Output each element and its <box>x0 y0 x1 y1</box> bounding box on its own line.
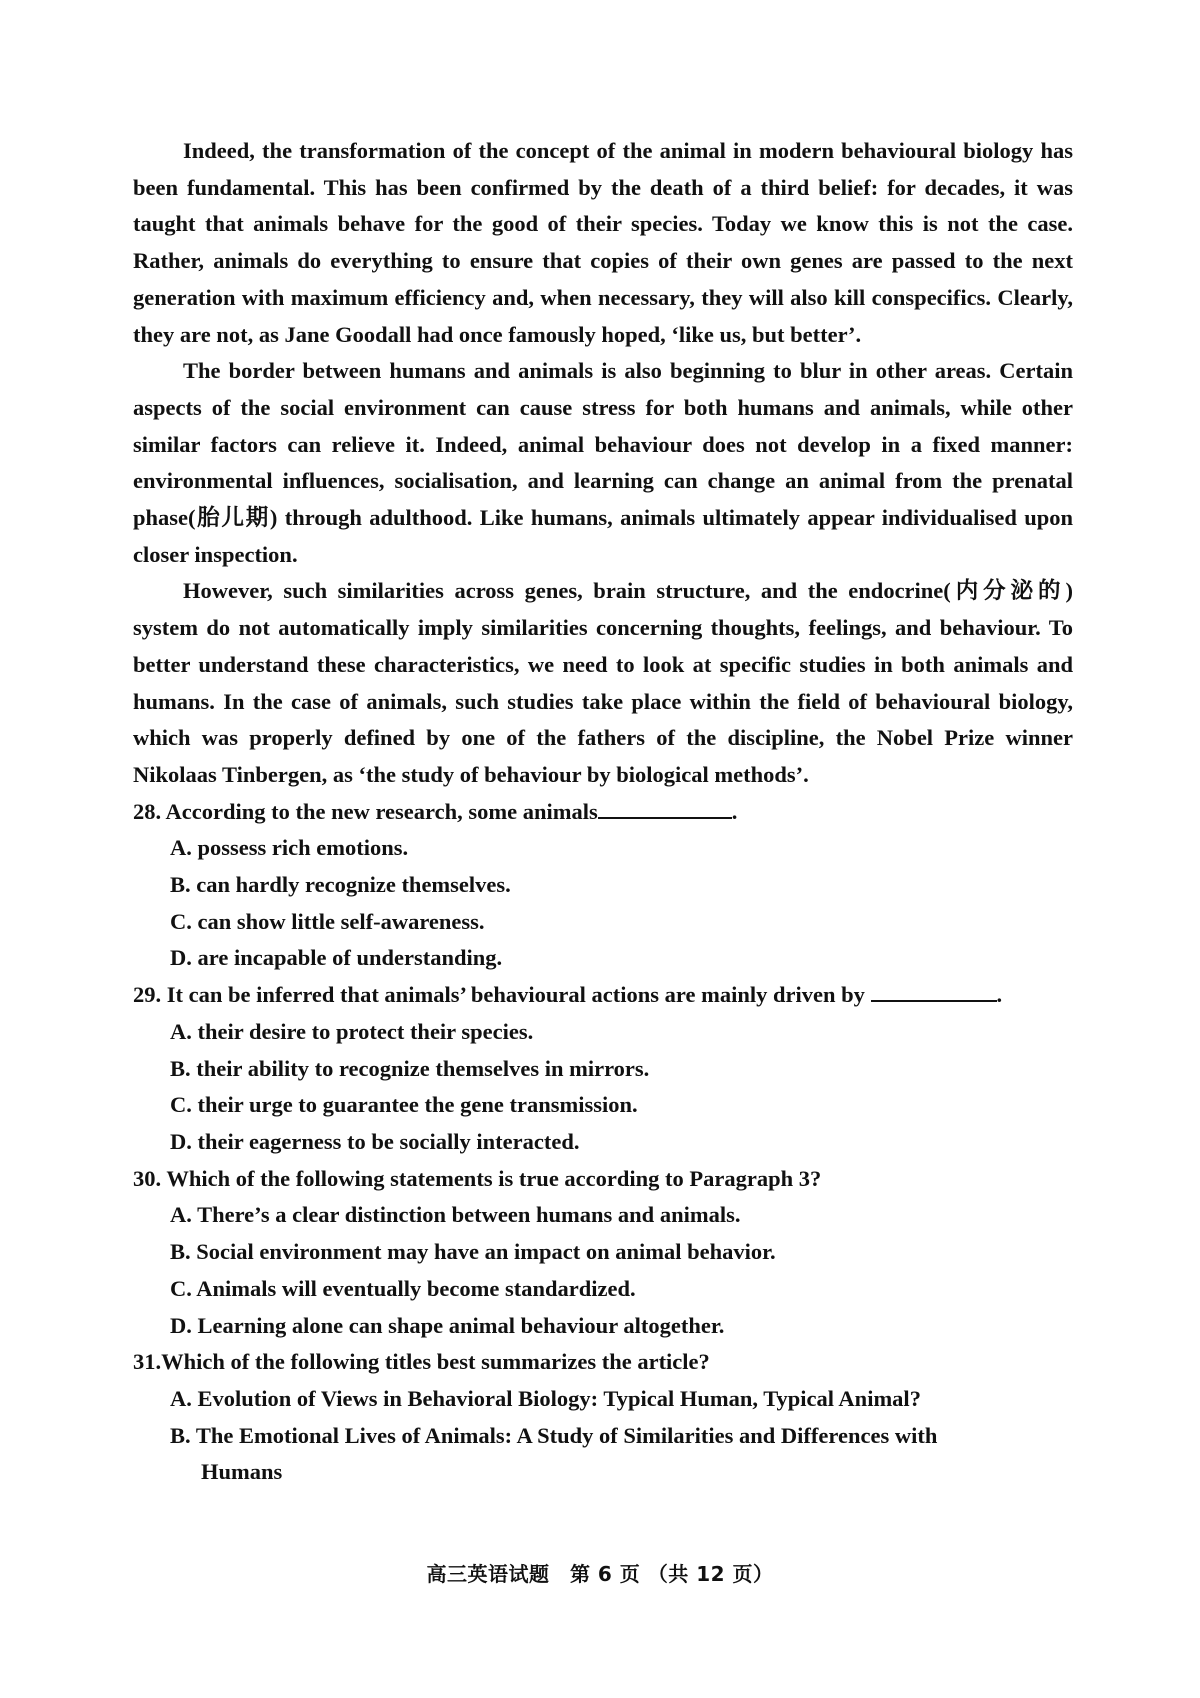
question-31 <box>133 1344 1073 1491</box>
option-a: A. their desire to protect their species. <box>170 1018 534 1044</box>
passage-paragraph: The border between humans and animals is also beginning to blur in other areas. Certain aspects of the social environment can cause stress for both humans and animals, while other similar factors can relieve it. Indeed, animal behaviour does not develop in a fixed manner: environmental influences, socialisation, and learning can change an animal from the prenatal phase(胎儿期) through adulthood. Like humans, animals ultimately appear individualised upon closer inspection. <box>133 358 1073 567</box>
option-list <box>133 1381 1073 1491</box>
question-stem: 28. According to the new research, some animals . <box>133 798 738 824</box>
option-c: C. Animals will eventually become standardized. <box>170 1275 636 1301</box>
option-c: C. their urge to guarantee the gene transmission. <box>170 1092 638 1118</box>
option-list <box>133 1014 1073 1161</box>
answer-blank <box>871 980 997 1002</box>
option-b: B. can hardly recognize themselves. <box>170 872 511 898</box>
option-a: A. There’s a clear distinction between humans and animals. <box>170 1202 741 1228</box>
option-b: B. Social environment may have an impact on animal behavior. <box>170 1239 776 1265</box>
option-list <box>133 1197 1073 1344</box>
option-d: D. Learning alone can shape animal behaviour altogether. <box>170 1312 725 1338</box>
question-28 <box>133 794 1073 978</box>
question-29 <box>133 977 1073 1161</box>
option-b-continuation: Humans <box>201 1459 283 1485</box>
question-stem: 31.Which of the following titles best summarizes the article? <box>133 1349 710 1375</box>
option-d: D. are incapable of understanding. <box>170 945 503 971</box>
option-a: A. Evolution of Views in Behavioral Biology: Typical Human, Typical Animal? <box>170 1385 921 1411</box>
option-b: B. their ability to recognize themselves in mirrors. <box>170 1055 650 1081</box>
exam-page <box>133 133 1073 1491</box>
option-c: C. can show little self-awareness. <box>170 908 485 934</box>
answer-blank <box>598 797 732 819</box>
option-list <box>133 830 1073 977</box>
passage-paragraph: Indeed, the transformation of the concept of the animal in modern behavioural biology has been fundamental. This has been confirmed by the death of a third belief: for decades, it was taught that animals behave for the good of their species. Today we know this is not the case. Rather, animals do everything to ensure that copies of their own genes are passed to the next generation with maximum efficiency and, when necessary, they will also kill conspecifics. Clearly, they are not, as Jane Goodall had once famously hoped, ‘like us, but better’. <box>133 138 1073 347</box>
question-30 <box>133 1161 1073 1345</box>
option-a: A. possess rich emotions. <box>170 835 409 861</box>
question-stem: 30. Which of the following statements is true according to Paragraph 3? <box>133 1165 822 1191</box>
option-d: D. their eagerness to be socially interacted. <box>170 1128 580 1154</box>
question-stem: 29. It can be inferred that animals’ behavioural actions are mainly driven by . <box>133 982 1003 1008</box>
passage-paragraph: However, such similarities across genes, brain structure, and the endocrine(内分泌的) system do not automatically imply similarities concerning thoughts, feelings, and behaviour. To better understand these characteristics, we need to look at specific studies in both animals and humans. In the case of animals, such studies take place within the field of behavioural biology, which was properly defined by one of the fathers of the discipline, the Nobel Prize winner Nikolaas Tinbergen, as ‘the study of behaviour by biological methods’. <box>133 578 1073 787</box>
page-footer: 高三英语试题 第 6 页 （共 12 页） <box>426 1562 774 1586</box>
option-b: B. The Emotional Lives of Animals: A Study of Similarities and Differences with Humans <box>133 1418 1073 1491</box>
